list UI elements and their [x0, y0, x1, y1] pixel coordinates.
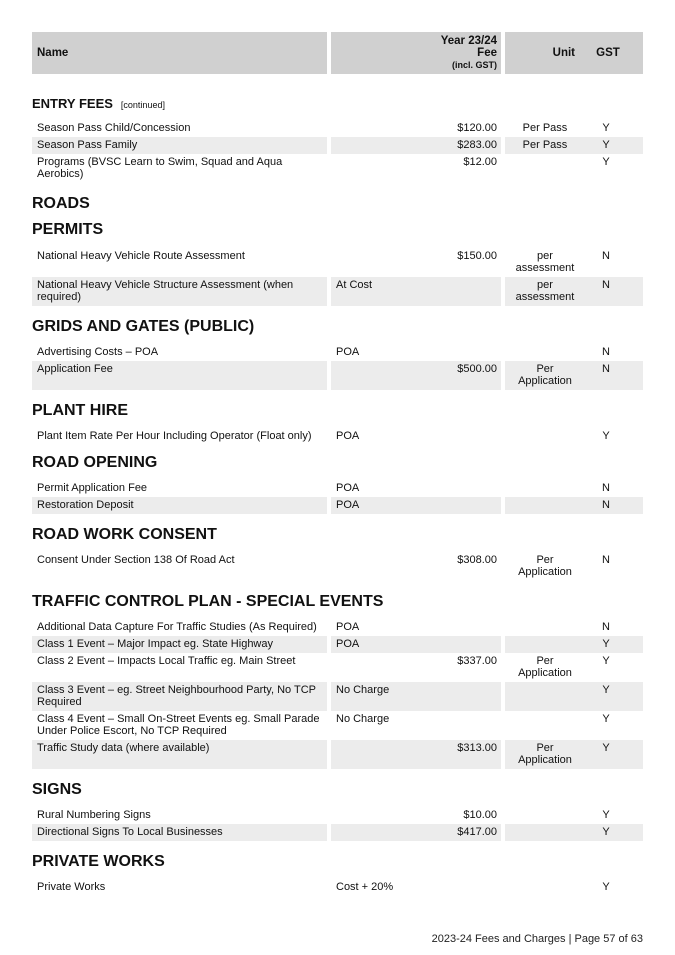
row-gst: Y [602, 809, 610, 821]
section-grids-and-gates: GRIDS AND GATES (PUBLIC) [32, 318, 255, 335]
row-fee-text: Cost + 20% [336, 881, 394, 893]
row-fee: $10.00 [463, 809, 497, 821]
table-body [32, 428, 643, 445]
row-unit [505, 682, 581, 711]
row-fee: $417.00 [457, 826, 497, 838]
row-name: Season Pass Family [32, 137, 327, 154]
table-body [32, 879, 643, 896]
row-name: Class 4 Event – Small On-Street Events eg. Small Parade Under Police Escort, No TCP Required [37, 713, 320, 737]
table-row [32, 497, 643, 514]
table-row [32, 711, 643, 740]
table-row [32, 552, 643, 581]
row-fee-cell [331, 740, 501, 769]
row-name: Restoration Deposit [32, 497, 327, 514]
row-gst: Y [581, 137, 643, 154]
row-name: Class 3 Event – eg. Street Neighbourhood Party, No TCP Required [32, 682, 327, 711]
table-body [32, 619, 643, 769]
row-name: National Heavy Vehicle Structure Assessment (when required) [32, 277, 327, 306]
table-row [32, 137, 643, 154]
table-row [32, 248, 643, 277]
row-unit [505, 480, 581, 497]
row-unit: per assessment [505, 277, 581, 306]
section-road-work-consent: ROAD WORK CONSENT [32, 526, 217, 543]
row-name: Season Pass Child/Concession [37, 122, 191, 134]
header-gst: GST [581, 32, 643, 74]
row-unit: Per Application [518, 554, 572, 578]
table-row [32, 154, 643, 183]
header-fee-gst-note: (incl. GST) [452, 60, 497, 70]
row-fee-cell [331, 619, 501, 636]
row-fee-cell [331, 361, 501, 390]
header-fee-label: Fee [477, 47, 497, 59]
row-name: Advertising Costs – POA [37, 346, 159, 358]
table-header [32, 32, 643, 74]
row-fee-cell [331, 480, 501, 497]
row-unit [505, 344, 581, 361]
row-gst: Y [602, 156, 610, 168]
row-fee-cell [331, 344, 501, 361]
continued-label: [continued] [120, 100, 165, 110]
table-row [32, 740, 643, 769]
row-gst: Y [602, 122, 610, 134]
header-unit: Unit [505, 32, 581, 74]
row-fee: $308.00 [457, 554, 497, 566]
row-unit [505, 824, 581, 841]
header-fee-year: Year 23/24 [440, 35, 497, 47]
row-gst: Y [602, 655, 610, 667]
row-fee: $313.00 [457, 742, 497, 754]
table-row [32, 344, 643, 361]
row-fee-cell [331, 120, 501, 137]
row-gst: N [602, 250, 610, 262]
row-unit [505, 711, 581, 740]
row-fee-text: POA [336, 482, 360, 494]
table-row [32, 480, 643, 497]
table-row [32, 636, 643, 653]
row-unit [505, 428, 581, 445]
table-row [32, 120, 643, 137]
section-roads: ROADS [32, 195, 90, 212]
row-gst: Y [581, 740, 643, 769]
row-gst: N [602, 482, 610, 494]
row-unit: Per Pass [505, 137, 581, 154]
row-fee-cell [331, 248, 501, 277]
row-gst: N [581, 277, 643, 306]
row-fee-text: POA [336, 621, 360, 633]
table-body [32, 552, 643, 581]
header-name: Name [32, 32, 327, 74]
fees-page [32, 32, 643, 896]
row-fee-cell [331, 154, 501, 183]
section-signs: SIGNS [32, 781, 82, 798]
table-row [32, 807, 643, 824]
row-fee-cell [331, 711, 501, 740]
row-gst: N [581, 361, 643, 390]
row-name: Application Fee [32, 361, 327, 390]
row-fee-text: POA [336, 430, 360, 442]
section-road-opening: ROAD OPENING [32, 454, 158, 471]
row-gst: N [602, 621, 610, 633]
row-gst: N [602, 554, 610, 566]
row-fee-text: POA [336, 638, 360, 650]
table-row [32, 682, 643, 711]
row-gst: N [602, 346, 610, 358]
row-fee-cell [331, 879, 501, 896]
row-gst: Y [602, 881, 610, 893]
row-fee: $283.00 [457, 139, 497, 151]
section-permits: PERMITS [32, 221, 104, 238]
row-fee-text: At Cost [336, 279, 373, 291]
row-fee: $337.00 [457, 655, 497, 667]
table-body [32, 248, 643, 306]
row-unit: Per Application [518, 655, 572, 679]
row-gst: Y [602, 713, 610, 725]
row-unit [505, 497, 581, 514]
section-entry-fees [32, 96, 643, 111]
table-row [32, 619, 643, 636]
row-name: Class 2 Event – Impacts Local Traffic eg. Main Street [37, 655, 296, 667]
page-footer: 2023-24 Fees and Charges | Page 57 of 63 [431, 933, 643, 945]
table-body [32, 480, 643, 514]
row-fee-cell [331, 552, 501, 581]
row-fee-cell [331, 682, 501, 711]
section-traffic-control-plan: TRAFFIC CONTROL PLAN - SPECIAL EVENTS [32, 593, 384, 610]
row-name: Permit Application Fee [37, 482, 148, 494]
row-gst: Y [581, 824, 643, 841]
table-body [32, 807, 643, 841]
row-name: Private Works [37, 881, 106, 893]
table-body [32, 344, 643, 390]
row-fee-cell [331, 636, 501, 653]
row-gst: Y [602, 430, 610, 442]
header-fee [331, 32, 501, 74]
row-name: Traffic Study data (where available) [32, 740, 327, 769]
row-name: Class 1 Event – Major Impact eg. State Highway [32, 636, 327, 653]
row-unit: Per Application [505, 740, 581, 769]
row-fee: $500.00 [457, 363, 497, 375]
table-row [32, 361, 643, 390]
row-fee: $12.00 [463, 156, 497, 168]
row-gst: Y [581, 636, 643, 653]
row-fee-text: No Charge [336, 684, 390, 696]
row-name: Plant Item Rate Per Hour Including Operator (Float only) [37, 430, 312, 442]
row-unit: Per Application [505, 361, 581, 390]
section-private-works: PRIVATE WORKS [32, 853, 165, 870]
row-unit: per assessment [515, 250, 575, 274]
section-plant-hire: PLANT HIRE [32, 402, 128, 419]
row-fee-text: POA [336, 346, 360, 358]
row-name: Programs (BVSC Learn to Swim, Squad and Aqua Aerobics) [37, 156, 283, 180]
row-fee: $150.00 [457, 250, 497, 262]
row-fee-cell [331, 277, 501, 306]
row-gst: Y [581, 682, 643, 711]
section-title: ENTRY FEES [32, 96, 113, 111]
table-row [32, 277, 643, 306]
row-fee-cell [331, 824, 501, 841]
table-row [32, 824, 643, 841]
row-name: National Heavy Vehicle Route Assessment [37, 250, 245, 262]
row-name: Additional Data Capture For Traffic Studies (As Required) [37, 621, 317, 633]
row-fee-cell [331, 137, 501, 154]
row-fee-cell [331, 653, 501, 682]
row-name: Consent Under Section 138 Of Road Act [37, 554, 235, 566]
row-fee-cell [331, 807, 501, 824]
table-body [32, 120, 643, 183]
row-fee-cell [331, 497, 501, 514]
row-unit [505, 619, 581, 636]
row-name: Rural Numbering Signs [37, 809, 151, 821]
row-unit [505, 879, 581, 896]
row-fee-text: POA [336, 499, 360, 511]
row-fee-text: No Charge [336, 713, 390, 725]
row-unit [505, 154, 581, 183]
table-row [32, 428, 643, 445]
row-fee: $120.00 [457, 122, 497, 134]
row-unit [505, 807, 581, 824]
row-gst: N [581, 497, 643, 514]
table-row [32, 653, 643, 682]
row-fee-cell [331, 428, 501, 445]
table-row [32, 879, 643, 896]
row-unit: Per Pass [522, 122, 568, 134]
row-unit [505, 636, 581, 653]
row-name: Directional Signs To Local Businesses [32, 824, 327, 841]
